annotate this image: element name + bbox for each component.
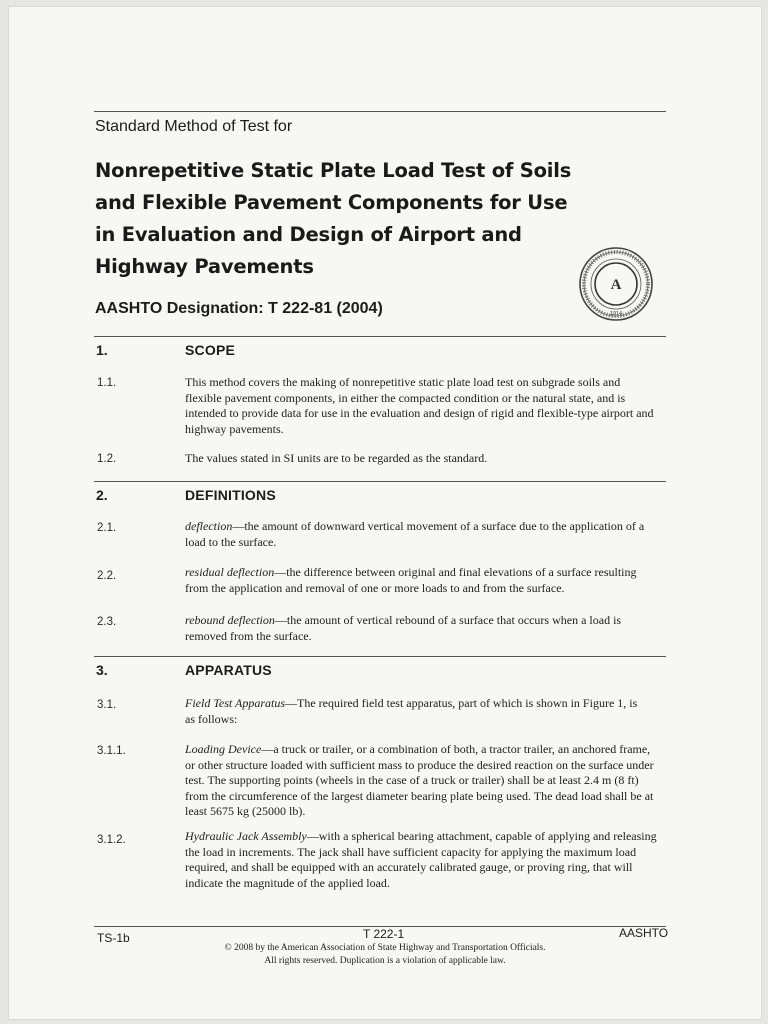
footer-left-code: TS-1b (97, 931, 130, 945)
section-rule (94, 481, 666, 482)
section-number: 2. (96, 487, 108, 503)
paragraph-2-2: residual deflection—the difference between original and final elevations of a surface resulting from the application and removal of one or more loads to and from the surface. (185, 565, 637, 595)
defined-term: rebound deflection (185, 613, 275, 627)
copyright-notice: © 2008 by the American Association of State Highway and Transportation Officials. All rights reserved. Duplication is a violation of applicable law. (224, 943, 546, 966)
section-rule (94, 656, 666, 657)
section-title-scope: SCOPE (185, 342, 236, 358)
defined-term: residual deflection (185, 565, 275, 579)
section-title-definitions: DEFINITIONS (185, 487, 276, 503)
section-rule (94, 336, 666, 337)
paragraph-2-1: deflection—the amount of downward vertical movement of a surface due to the application of a load to the surface. (185, 519, 645, 549)
aashto-designation: AASHTO Designation: T 222-81 (2004) (95, 300, 383, 317)
item-number: 2.1. (97, 522, 117, 534)
title-line: Highway Pavements (95, 255, 314, 278)
svg-text:1914: 1914 (609, 311, 623, 317)
document-title (95, 155, 571, 283)
paragraph-3-1: Field Test Apparatus—The required field test apparatus, part of which is shown in Figure 1, is as follows: (185, 696, 638, 726)
item-number: 2.2. (97, 570, 117, 582)
section-title-apparatus: APPARATUS (185, 662, 272, 678)
section-number: 1. (96, 342, 108, 358)
section-number: 3. (96, 662, 108, 678)
title-line: in Evaluation and Design of Airport and (95, 223, 522, 246)
svg-text:A: A (610, 277, 622, 293)
defined-term: Hydraulic Jack Assembly (185, 829, 307, 843)
item-number: 3.1. (97, 699, 117, 711)
paragraph-1-1: This method covers the making of nonrepetitive static plate load test on subgrade soils and flexible pavement components, in either the compacted condition or the natural state, and is intended to provide data for use in the evaluation and design of rigid and flexible-type airport and highway pavements. (185, 375, 654, 436)
paragraph-1-2: The values stated in SI units are to be regarded as the standard. (185, 451, 488, 465)
title-line: Nonrepetitive Static Plate Load Test of Soils (95, 159, 572, 182)
paragraph-3-1-2: Hydraulic Jack Assembly—with a spherical bearing attachment, capable of applying and releasing the load in increments. The jack shall have sufficient capacity for applying the maximum load required, and shall be equipped with an accurately calibrated gauge, or proving ring, that will indicate the magnitude of the applied load. (185, 829, 657, 890)
top-rule (94, 111, 666, 112)
item-number: 1.2. (97, 453, 117, 465)
aashto-seal-logo (578, 246, 654, 322)
footer-right-org: AASHTO (619, 926, 669, 940)
defined-term: Field Test Apparatus (185, 696, 286, 710)
defined-term: deflection (185, 519, 233, 533)
paragraph-2-3: rebound deflection—the amount of vertical rebound of a surface that occurs when a load is removed from the surface. (185, 613, 622, 643)
item-number: 2.3. (97, 616, 117, 628)
paragraph-3-1-1: Loading Device—a truck or trailer, or a combination of both, a tractor trailer, an anchored frame, or other structure loaded with sufficient mass to produce the desired reaction on the surface under test. The supporting points (wheels in the case of a truck or trailer) shall be at least 2.4 m (8 ft) from the circumference of the largest diameter bearing plate being used. The dead load shall be at least 5675 kg (25000 lb). (185, 742, 654, 818)
item-number: 1.1. (97, 377, 117, 389)
item-number: 3.1.1. (97, 745, 126, 757)
subtitle: Standard Method of Test for (95, 118, 293, 135)
title-line: and Flexible Pavement Components for Use (95, 191, 568, 214)
item-number: 3.1.2. (97, 834, 126, 846)
defined-term: Loading Device (185, 742, 262, 756)
footer-page-number: T 222-1 (363, 927, 405, 941)
